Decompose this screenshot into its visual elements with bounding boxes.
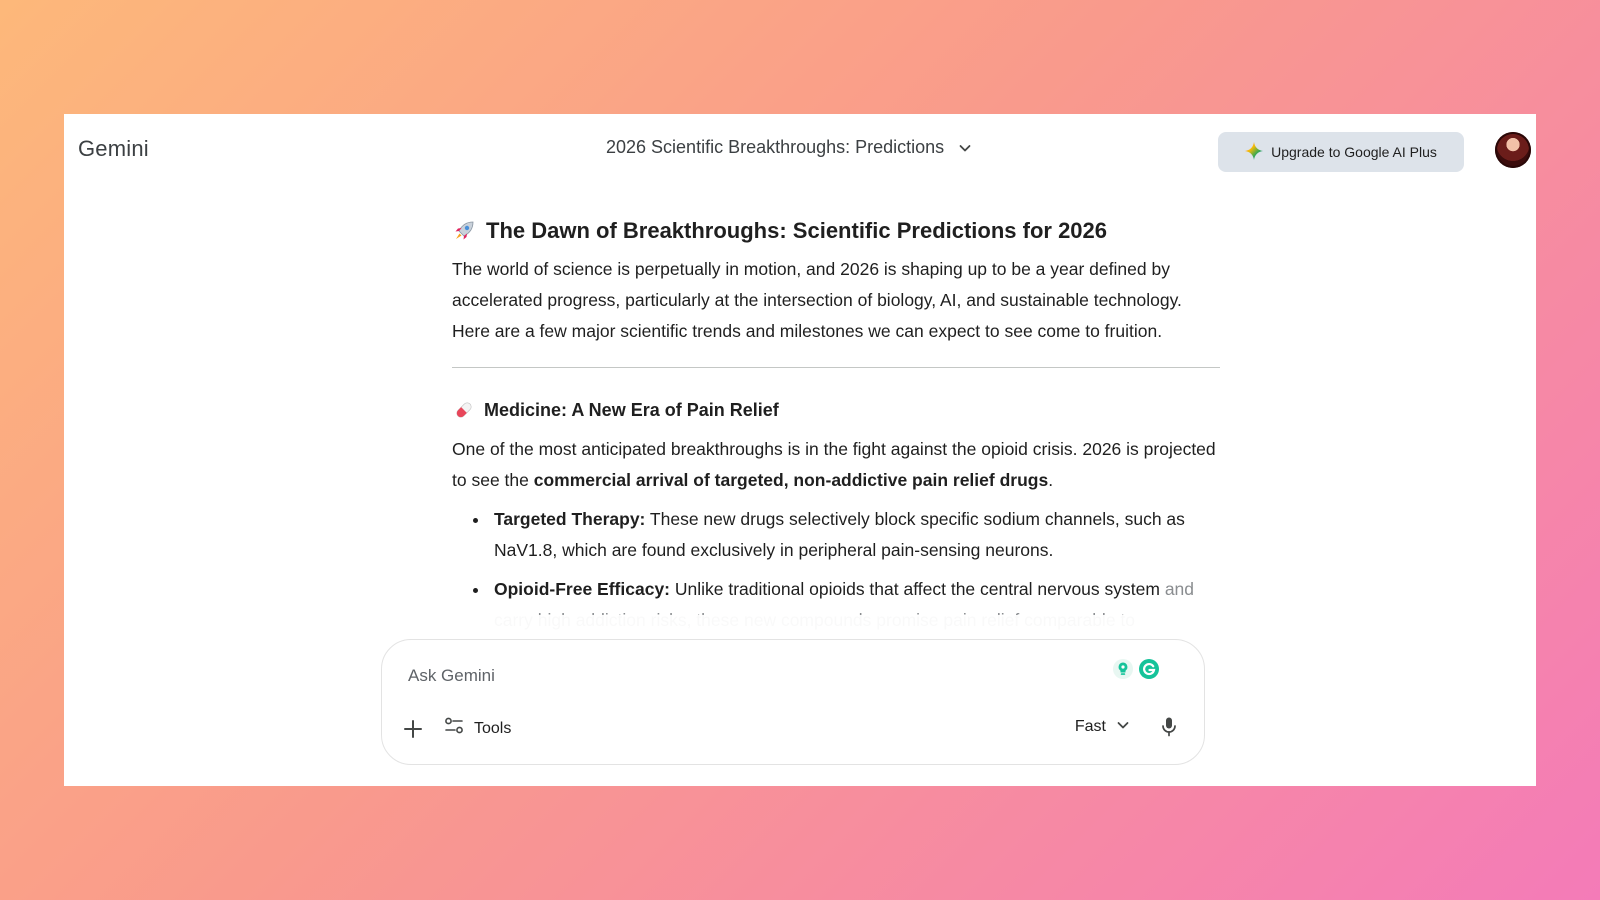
section-paragraph-start: One of the most anticipated breakthroughs is in the fight against the opioid crisis. 2026 is projected to see the [452, 439, 1216, 490]
model-mode-dropdown[interactable] [1075, 718, 1130, 737]
intro-paragraph: The world of science is perpetually in motion, and 2026 is shaping up to be a year defined by accelerated progress, particularly at the intersection of biology, AI, and sustainable technology. Here are a few major scientific trends and milestones we can expect to see come to fruition. [452, 259, 1182, 341]
bullet-label: Targeted Therapy: [494, 509, 646, 529]
bullet-text: These new drugs selectively block specific sodium channels, such as NaV1.8, which are found exclusively in peripheral pain-sensing neurons. [494, 509, 1185, 560]
microphone-icon [1160, 716, 1178, 738]
pill-icon [452, 398, 476, 422]
section-paragraph-end: . [1048, 470, 1054, 490]
section-heading [452, 398, 1220, 422]
sparkle-icon [1245, 142, 1263, 163]
tools-label: Tools [474, 719, 512, 737]
section-paragraph [452, 434, 1220, 496]
prompt-composer [381, 639, 1205, 765]
plus-icon [402, 718, 424, 740]
composer-left-actions [402, 716, 511, 741]
gemini-logo[interactable]: Gemini [78, 136, 149, 161]
mode-label: Fast [1074, 718, 1106, 735]
tools-button[interactable] [444, 716, 511, 741]
conversation-title: 2026 Scientific Breakthroughs: Predictions [606, 137, 945, 157]
bullet-text: Unlike traditional opioids that affect the central nervous system [670, 579, 1160, 599]
bullet-text-faded: and carry high addiction risks, these new compounds promise pain relief comparable to [494, 579, 1195, 630]
upgrade-label: Upgrade to Google AI Plus [1271, 144, 1437, 160]
list-item [490, 504, 1220, 566]
grammarly-icon[interactable] [1138, 658, 1160, 685]
list-item [490, 574, 1220, 636]
chevron-down-icon [958, 141, 972, 155]
upgrade-button[interactable] [1218, 132, 1464, 172]
section-heading-text: Medicine: A New Era of Pain Relief [484, 399, 779, 420]
response-content [452, 210, 1220, 644]
gemini-window [64, 114, 1536, 786]
ask-input[interactable] [406, 660, 1090, 692]
article-title [452, 218, 1220, 244]
lightbulb-extension-icon[interactable] [1112, 658, 1134, 685]
section-divider [452, 367, 1220, 368]
tools-icon [444, 716, 464, 741]
extension-icons [1112, 658, 1160, 685]
rocket-icon [452, 219, 476, 243]
section-paragraph-bold: commercial arrival of targeted, non-addictive pain relief drugs [533, 470, 1049, 490]
avatar[interactable] [1495, 132, 1531, 168]
microphone-button[interactable] [1160, 716, 1178, 738]
article-title-text: The Dawn of Breakthroughs: Scientific Predictions for 2026 [486, 218, 1108, 243]
bullet-list [452, 504, 1220, 636]
chevron-down-icon [1116, 718, 1130, 737]
conversation-title-dropdown[interactable] [606, 137, 972, 158]
composer-right-actions [1075, 716, 1178, 738]
add-attachment-button[interactable] [402, 718, 424, 740]
bullet-label: Opioid-Free Efficacy: [494, 579, 671, 599]
